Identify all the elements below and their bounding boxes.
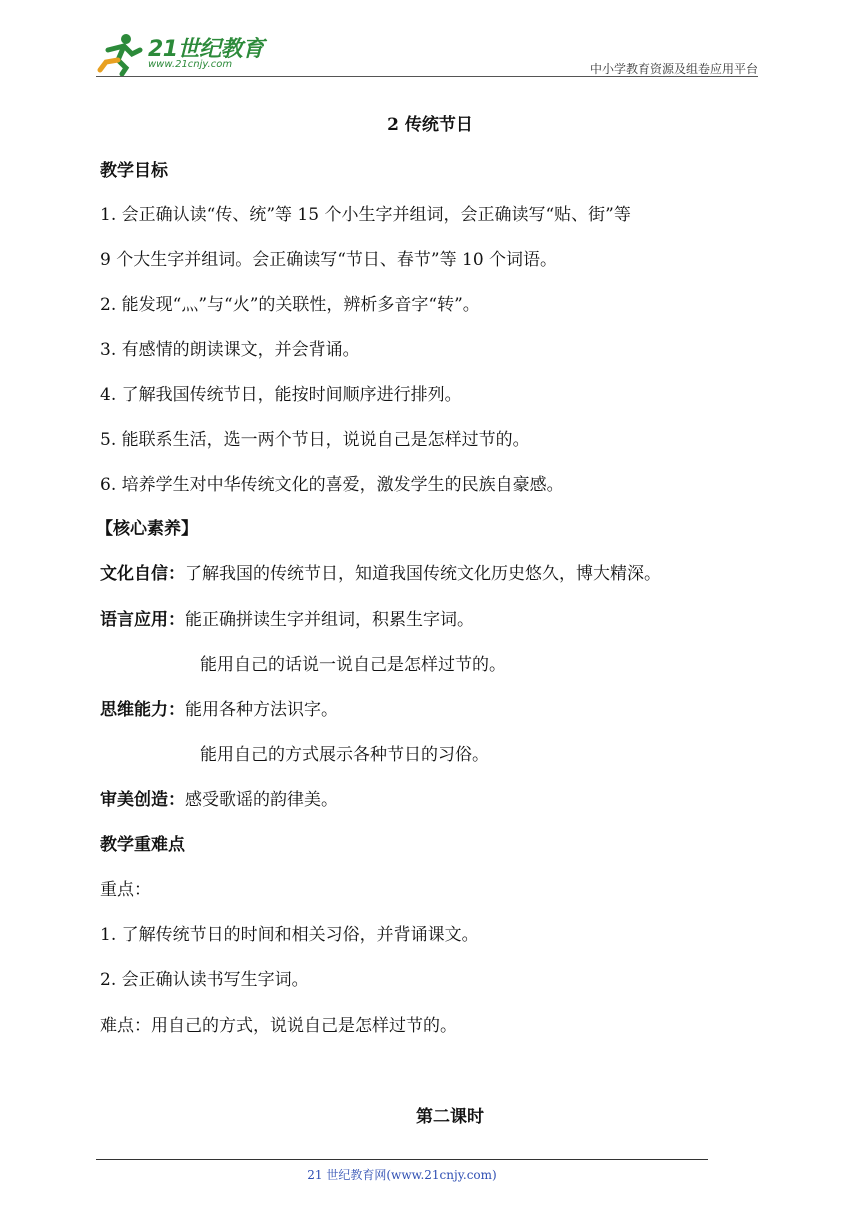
culture-label: 文化自信： bbox=[100, 564, 185, 584]
key-item: 2. 会正确认读书写生字词。 bbox=[100, 970, 309, 990]
logo-text: 21世纪教育 bbox=[148, 37, 264, 62]
key-label: 重点： bbox=[100, 880, 151, 900]
key-points-heading: 教学重难点 bbox=[100, 835, 185, 855]
goals-heading: 教学目标 bbox=[100, 161, 168, 181]
header-divider bbox=[96, 76, 758, 77]
thinking-text-2: 能用自己的方式展示各种节日的习俗。 bbox=[200, 745, 489, 765]
aesthetic-row bbox=[100, 785, 338, 810]
page-header bbox=[96, 30, 758, 78]
runner-logo-icon bbox=[96, 32, 146, 76]
language-text-2: 能用自己的话说一说自己是怎样过节的。 bbox=[200, 655, 506, 675]
aesthetic-text: 感受歌谣的韵律美。 bbox=[185, 790, 338, 810]
goal-item: 6. 培养学生对中华传统文化的喜爱，激发学生的民族自豪感。 bbox=[100, 475, 564, 495]
section-title: 第二课时 bbox=[416, 1107, 484, 1127]
core-heading: 【核心素养】 bbox=[96, 519, 198, 539]
language-label: 语言应用： bbox=[100, 610, 185, 630]
goal-item: 2. 能发现“灬”与“火”的关联性，辨析多音字“转”。 bbox=[100, 295, 480, 315]
language-text: 能正确拼读生字并组词，积累生字词。 bbox=[185, 610, 474, 630]
header-platform-text: 中小学教育资源及组卷应用平台 bbox=[589, 62, 758, 76]
footer-divider bbox=[96, 1159, 708, 1160]
thinking-row bbox=[100, 695, 338, 720]
key-item: 1. 了解传统节日的时间和相关习俗，并背诵课文。 bbox=[100, 925, 479, 945]
page-title: 2 传统节日 bbox=[387, 115, 473, 135]
footer-link[interactable]: 21 世纪教育网(www.21cnjy.com) bbox=[307, 1168, 497, 1182]
goal-item: 5. 能联系生活，选一两个节日，说说自己是怎样过节的。 bbox=[100, 430, 530, 450]
language-row bbox=[100, 605, 474, 630]
goal-item: 9 个大生字并组词。会正确读写“节日、春节”等 10 个词语。 bbox=[100, 250, 558, 270]
logo-url: www.21cnjy.com bbox=[148, 59, 233, 70]
thinking-text: 能用各种方法识字。 bbox=[185, 700, 338, 720]
culture-text: 了解我国的传统节日，知道我国传统文化历史悠久，博大精深。 bbox=[185, 564, 661, 584]
goal-item: 3. 有感情的朗读课文，并会背诵。 bbox=[100, 340, 360, 360]
thinking-label: 思维能力： bbox=[100, 700, 185, 720]
aesthetic-label: 审美创造： bbox=[100, 790, 185, 810]
difficulty-text: 难点：用自己的方式，说说自己是怎样过节的。 bbox=[100, 1016, 457, 1036]
goal-item: 1. 会正确认读“传、统”等 15 个小生字并组词，会正确读写“贴、街”等 bbox=[100, 205, 631, 225]
goal-item: 4. 了解我国传统节日，能按时间顺序进行排列。 bbox=[100, 385, 462, 405]
culture-row bbox=[100, 559, 661, 584]
